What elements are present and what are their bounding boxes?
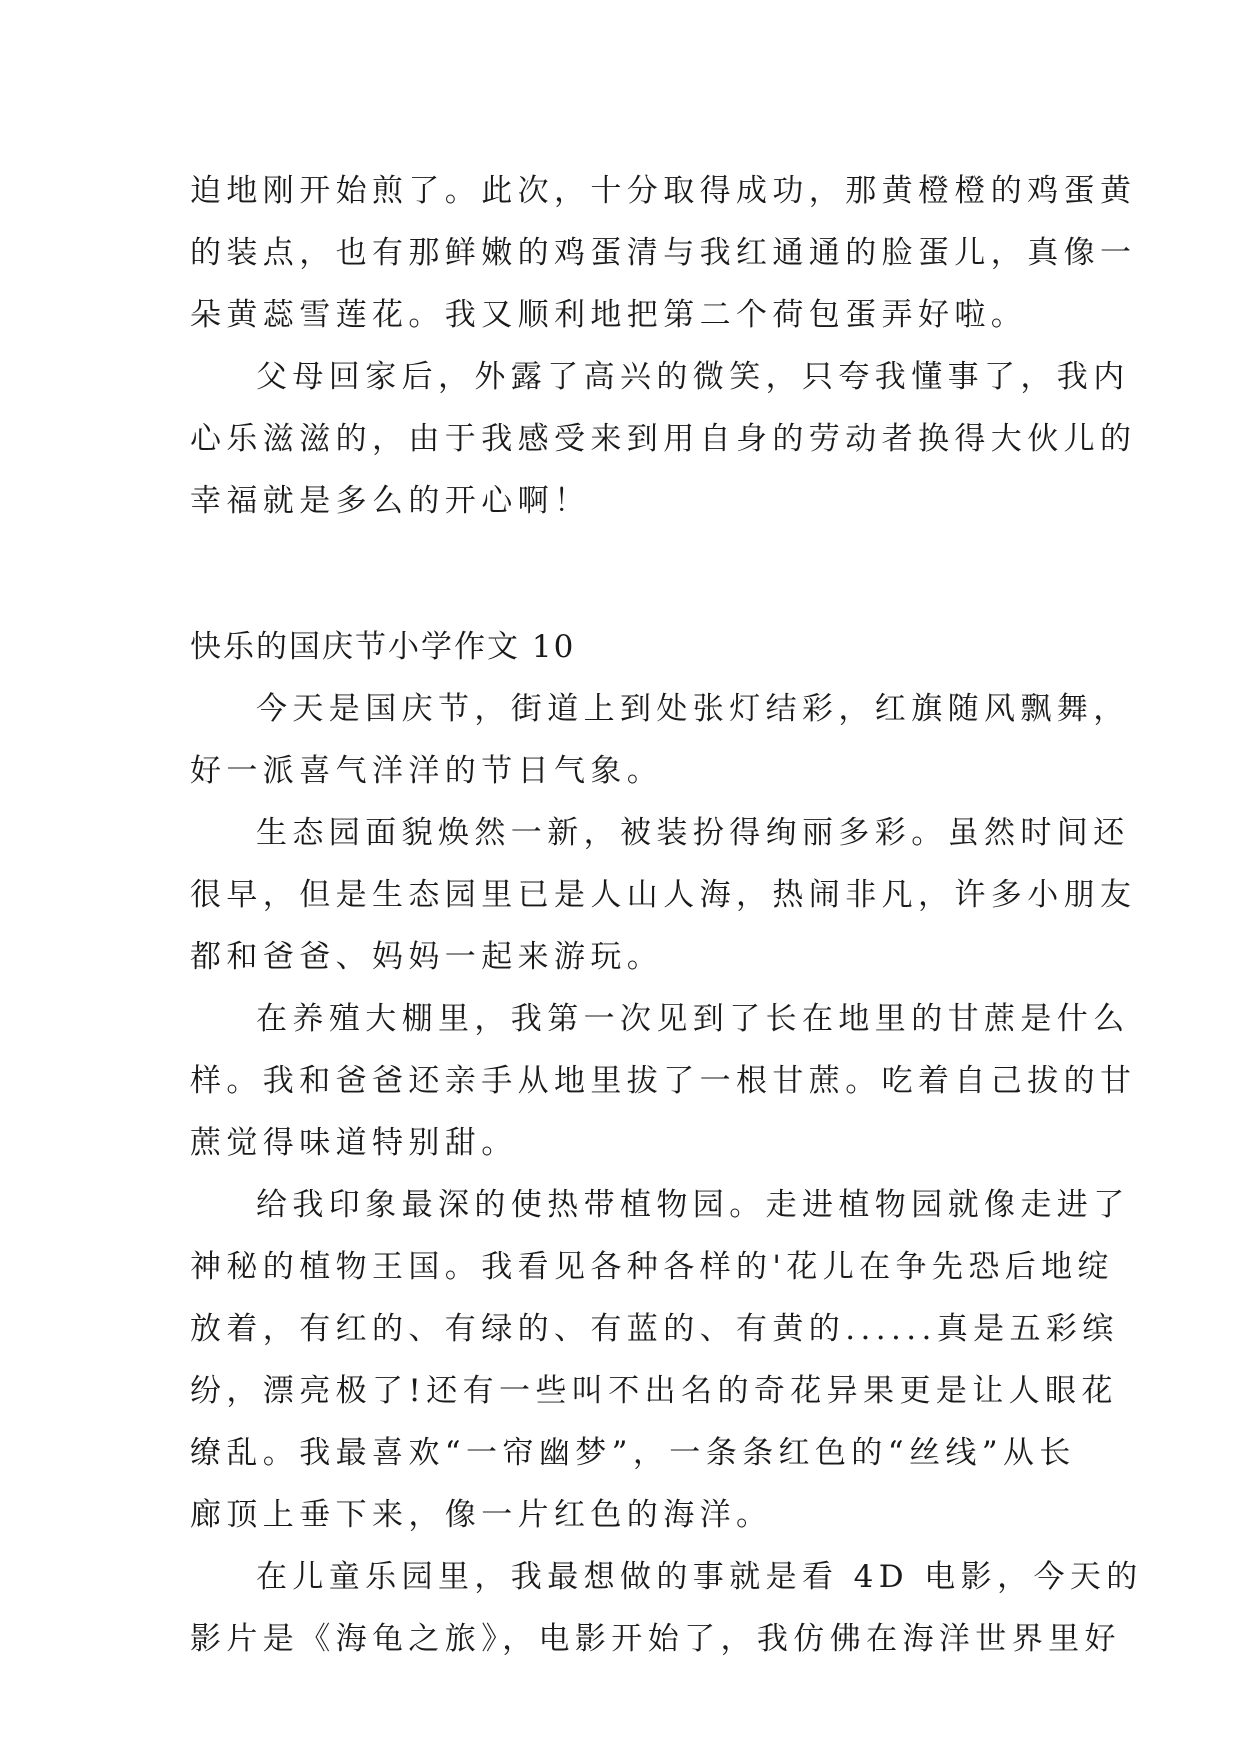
paragraph-first-line: 在儿童乐园里，我最想做的事就是看 4D 电影，今天的	[256, 1559, 1143, 1595]
body-line: 样。我和爸爸还亲手从地里拔了一根甘蔗。吃着自己拔的甘	[190, 1063, 1137, 1099]
paragraph-first-line: 父母回家后，外露了高兴的微笑，只夸我懂事了，我内	[256, 359, 1130, 395]
body-line: 神秘的植物王国。我看见各种各样的'花儿在争先恐后地绽	[190, 1249, 1114, 1285]
document-page	[190, 160, 1143, 1670]
body-line: 纷，漂亮极了!还有一些叫不出名的奇花异果更是让人眼花	[190, 1373, 1118, 1409]
body-line: 幸福就是多么的开心啊！	[190, 483, 591, 519]
section-gap	[190, 532, 1060, 616]
body-line: 很早，但是生态园里已是人山人海，热闹非凡，许多小朋友	[190, 877, 1137, 913]
body-line: 心乐滋滋的，由于我感受来到用自身的劳动者换得大伙儿的	[190, 421, 1137, 457]
paragraph-first-line: 今天是国庆节，街道上到处张灯结彩，红旗随风飘舞，	[256, 691, 1130, 727]
essay-title: 快乐的国庆节小学作文 10	[190, 629, 576, 665]
body-line: 迫地刚开始煎了。此次，十分取得成功，那黄橙橙的鸡蛋黄	[190, 173, 1137, 209]
paragraph-first-line: 在养殖大棚里，我第一次见到了长在地里的甘蔗是什么	[256, 1001, 1130, 1037]
body-line: 蔗觉得味道特别甜。	[190, 1125, 518, 1161]
body-line: 的装点，也有那鲜嫩的鸡蛋清与我红通通的脸蛋儿，真像一	[190, 235, 1137, 271]
body-line: 廊顶上垂下来，像一片红色的海洋。	[190, 1497, 773, 1533]
body-line: 好一派喜气洋洋的节日气象。	[190, 753, 664, 789]
body-line: 影片是《海龟之旅》，电影开始了，我仿佛在海洋世界里好	[190, 1621, 1121, 1657]
body-line: 朵黄蕊雪莲花。我又顺利地把第二个荷包蛋弄好啦。	[190, 297, 1028, 333]
body-line: 缭乱。我最喜欢“一帘幽梦”，一条条红色的“丝线”从长	[190, 1435, 1076, 1471]
body-line: 放着，有红的、有绿的、有蓝的、有黄的......真是五彩缤	[190, 1311, 1119, 1347]
body-line: 都和爸爸、妈妈一起来游玩。	[190, 939, 664, 975]
paragraph-first-line: 生态园面貌焕然一新，被装扮得绚丽多彩。虽然时间还	[256, 815, 1130, 851]
paragraph-first-line: 给我印象最深的使热带植物园。走进植物园就像走进了	[256, 1187, 1130, 1223]
